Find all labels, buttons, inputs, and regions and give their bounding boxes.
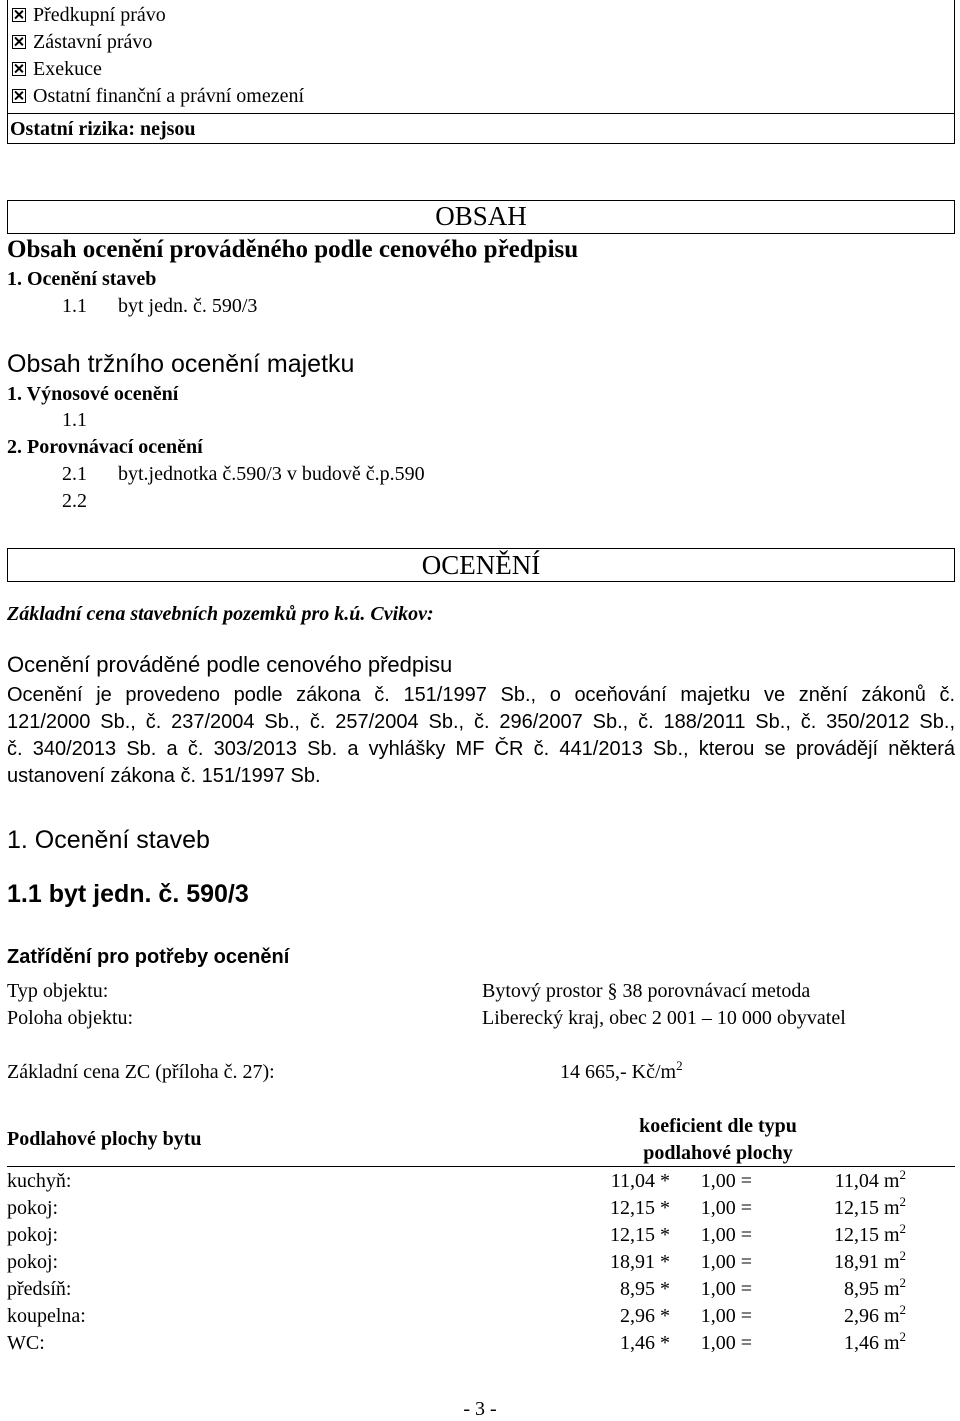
- location-value: Liberecký kraj, obec 2 001 – 10 000 obyvatel: [482, 1007, 846, 1029]
- contents-subitem-number: 2.2: [62, 490, 87, 512]
- row-name: pokoj:: [7, 1197, 59, 1219]
- heading-staveb: 1. Ocenění staveb: [7, 826, 210, 854]
- row-result: 1,46 $m^2$: [843, 1329, 906, 1354]
- check-item: Exekuce: [12, 58, 102, 81]
- row-coef: 1,00 =: [700, 1251, 752, 1273]
- contents-subitem: byt jedn. č. 590/3: [118, 295, 258, 317]
- paragraph-line: 121/2000 Sb., č. 237/2004 Sb., č. 257/2004 Sb., č. 296/2007 Sb., č. 188/2011 Sb., č. 350/2012 Sb.,: [7, 711, 955, 733]
- contents-item: 1. Výnosové ocenění: [7, 383, 179, 405]
- page-number: - 3 -: [463, 1398, 497, 1420]
- table-header-right-2: podlahové plochy: [643, 1142, 793, 1164]
- checked-box-icon: [12, 89, 26, 103]
- contents-item: 1. Ocenění staveb: [7, 268, 157, 290]
- row-coef: 1,00 =: [700, 1305, 752, 1327]
- row-result: 12,15 $m^2$: [833, 1221, 906, 1246]
- section-title: Ocenění prováděné podle cenového předpisu: [7, 652, 453, 677]
- contents-subitem-number: 1.1: [62, 409, 87, 431]
- zc-value: 14 665,- $Kč/m^2$: [560, 1058, 683, 1083]
- heading-byt: 1.1 byt jedn. č. 590/3: [7, 880, 249, 908]
- check-item: Zástavní právo: [12, 31, 152, 54]
- row-area: 12,15 *: [610, 1197, 670, 1219]
- row-area: 2,96 *: [620, 1305, 670, 1327]
- paragraph-line: ustanovení zákona č. 151/1997 Sb.: [7, 765, 321, 787]
- check-item: Ostatní finanční a právní omezení: [12, 85, 304, 108]
- contents-subitem-number: 1.1: [62, 295, 87, 317]
- contents-subitem: byt.jednotka č.590/3 v budově č.p.590: [118, 463, 425, 485]
- contents-item: 2. Porovnávací ocenění: [7, 436, 203, 458]
- base-price-label: Základní cena stavebních pozemků pro k.ú. Cvikov:: [7, 603, 434, 625]
- row-name: pokoj:: [7, 1251, 59, 1273]
- row-area: 8,95 *: [620, 1278, 670, 1300]
- table-header-right-1: koeficient dle typu: [639, 1115, 797, 1137]
- row-result: 11,04 $m^2$: [834, 1167, 906, 1192]
- row-result: 8,95 $m^2$: [843, 1275, 906, 1300]
- row-area: 18,91 *: [610, 1251, 670, 1273]
- valuation-heading: OCENĚNÍ: [421, 550, 541, 580]
- row-result: 12,15 $m^2$: [833, 1194, 906, 1219]
- type-value: Bytový prostor § 38 porovnávací metoda: [482, 980, 811, 1002]
- location-label: Poloha objektu:: [7, 1007, 134, 1029]
- paragraph-line: Ocenění je provedeno podle zákona č. 151/1997 Sb., o oceňování majetku ve znění zákonů č.: [7, 684, 955, 706]
- other-risks: Ostatní rizika: nejsou: [10, 118, 196, 140]
- row-name: kuchyň:: [7, 1170, 72, 1192]
- row-name: koupelna:: [7, 1305, 86, 1327]
- row-coef: 1,00 =: [700, 1332, 752, 1354]
- zc-label: Základní cena ZC (příloha č. 27):: [7, 1061, 275, 1083]
- row-coef: 1,00 =: [700, 1224, 752, 1246]
- row-result: 18,91 $m^2$: [833, 1248, 906, 1273]
- contents-heading: OBSAH: [435, 201, 527, 231]
- classification-title: Zatřídění pro potřeby ocenění: [7, 946, 290, 968]
- row-coef: 1,00 =: [700, 1278, 752, 1300]
- row-area: 12,15 *: [610, 1224, 670, 1246]
- checked-box-icon: [12, 8, 26, 22]
- row-coef: 1,00 =: [700, 1197, 752, 1219]
- divider: [8, 113, 954, 114]
- type-label: Typ objektu:: [7, 980, 109, 1002]
- contents-section-title: Obsah ocenění prováděného podle cenového předpisu: [7, 236, 579, 263]
- checked-box-icon: [12, 62, 26, 76]
- table-header-rule: [7, 1166, 955, 1167]
- check-item: Předkupní právo: [12, 4, 166, 27]
- row-area: 1,46 *: [620, 1332, 670, 1354]
- checked-box-icon: [12, 35, 26, 49]
- contents-section-title: Obsah tržního ocenění majetku: [7, 350, 355, 378]
- contents-subitem-number: 2.1: [62, 463, 87, 485]
- row-result: 2,96 $m^2$: [843, 1302, 906, 1327]
- paragraph-line: č. 340/2013 Sb. a č. 303/2013 Sb. a vyhlášky MF ČR č. 441/2013 Sb., kterou se provádějí některá: [7, 738, 955, 760]
- row-name: předsíň:: [7, 1278, 72, 1300]
- row-name: pokoj:: [7, 1224, 59, 1246]
- table-header-left: Podlahové plochy bytu: [7, 1128, 202, 1150]
- row-area: 11,04 *: [610, 1170, 670, 1192]
- row-name: WC:: [7, 1332, 45, 1354]
- row-coef: 1,00 =: [700, 1170, 752, 1192]
